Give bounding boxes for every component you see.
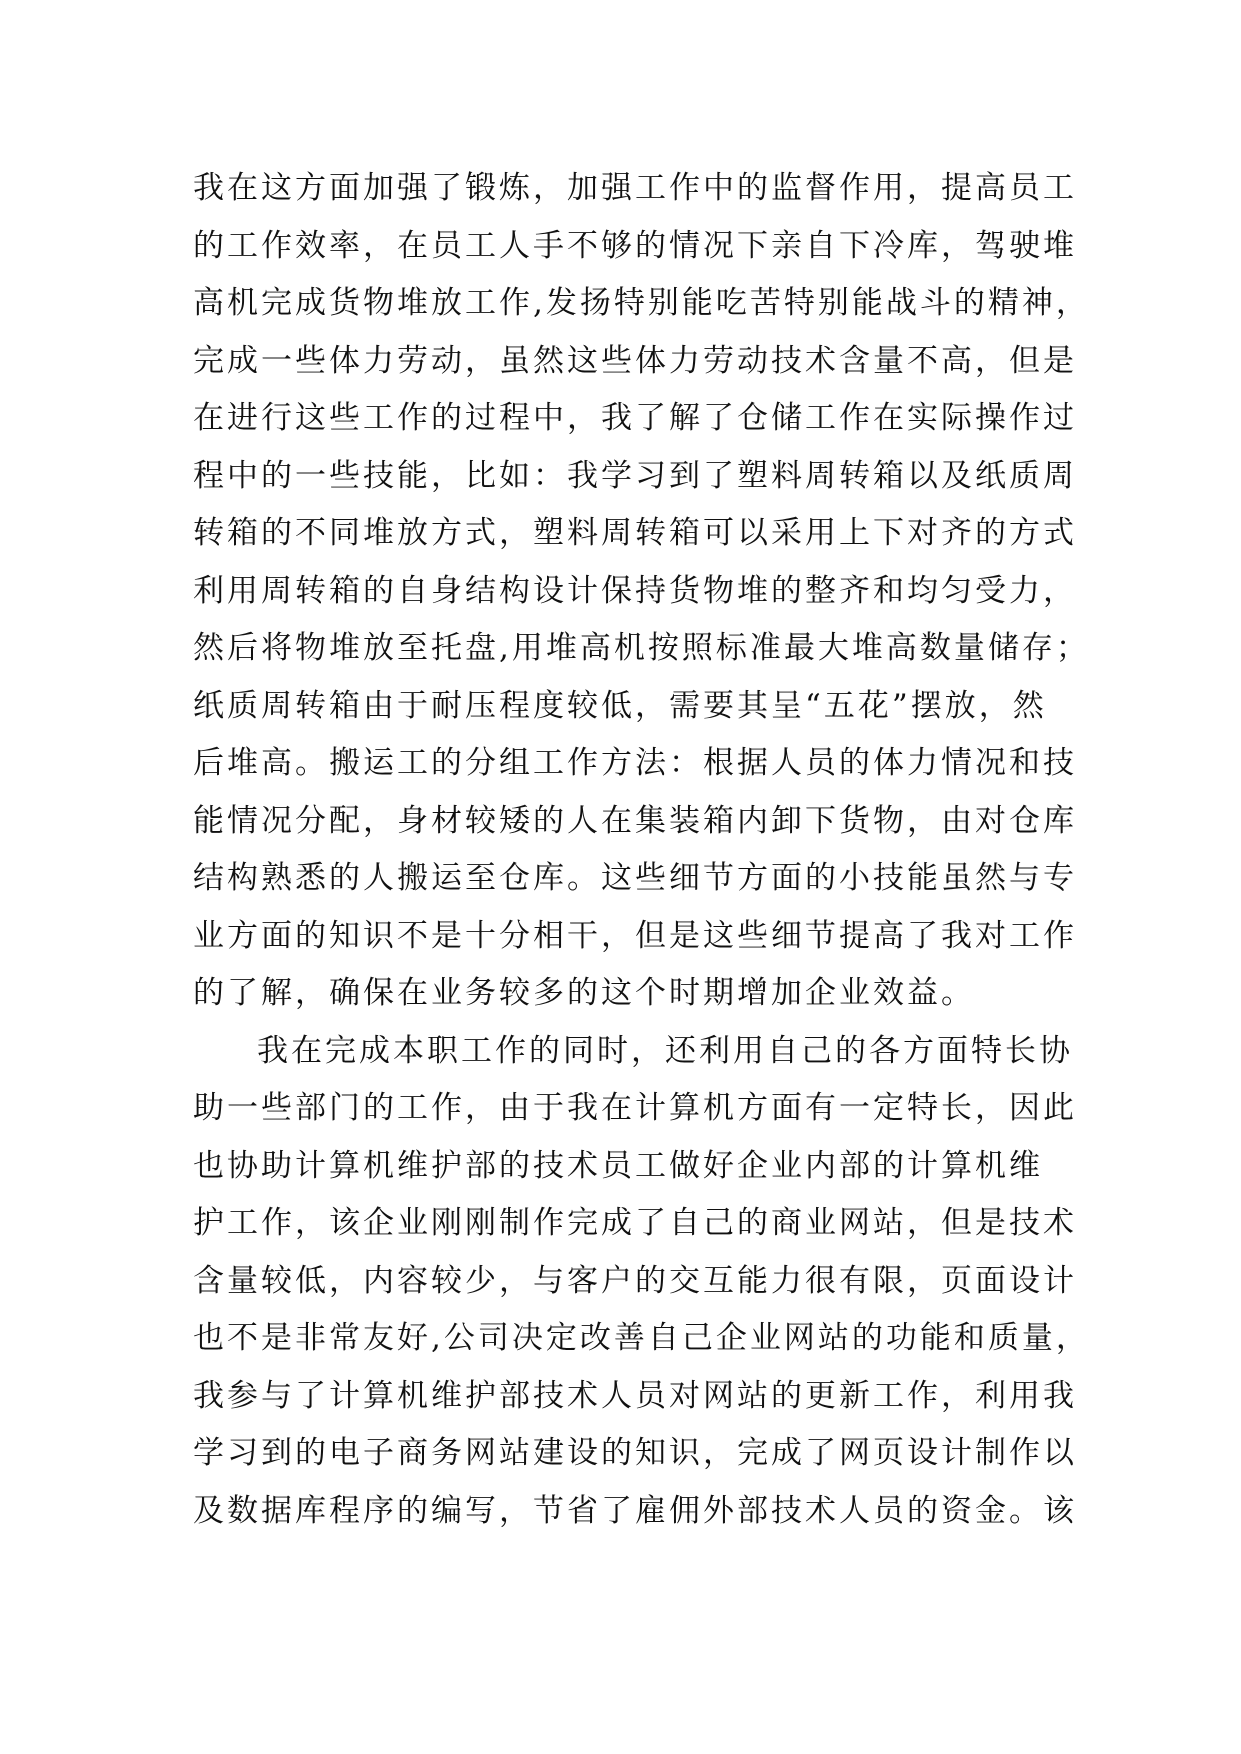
- text-line: 我在这方面加强了锻炼，加强工作中的监督作用，提高员工: [193, 170, 1077, 206]
- text-line: 护工作，该企业刚刚制作完成了自己的商业网站，但是技术: [193, 1205, 1077, 1241]
- text-line: 完成一些体力劳动，虽然这些体力劳动技术含量不高，但是: [193, 342, 1077, 379]
- text-line: 我参与了计算机维护部技术人员对网站的更新工作，利用我: [193, 1377, 1077, 1414]
- text-line: 纸质周转箱由于耐压程度较低，需要其呈“五花”摆放，然: [193, 687, 1047, 724]
- text-line: 含量较低，内容较少，与客户的交互能力很有限，页面设计: [193, 1262, 1077, 1299]
- text-line: 业方面的知识不是十分相干，但是这些细节提高了我对工作: [193, 917, 1077, 954]
- text-line: 利用周转箱的自身结构设计保持货物堆的整齐和均匀受力，: [193, 572, 1077, 609]
- text-line: 程中的一些技能，比如：我学习到了塑料周转箱以及纸质周: [193, 457, 1077, 494]
- text-line: 也不是非常友好,公司决定改善自己企业网站的功能和质量，: [193, 1320, 1090, 1356]
- text-line: 及数据库程序的编写，节省了雇佣外部技术人员的资金。该: [193, 1492, 1077, 1529]
- text-line: 结构熟悉的人搬运至仓库。这些细节方面的小技能虽然与专: [193, 860, 1077, 896]
- text-line: 后堆高。搬运工的分组工作方法：根据人员的体力情况和技: [193, 745, 1077, 781]
- text-line: 在进行这些工作的过程中，我了解了仓储工作在实际操作过: [193, 400, 1077, 436]
- body-text: [193, 160, 1093, 1540]
- text-line: 学习到的电子商务网站建设的知识，完成了网页设计制作以: [193, 1435, 1077, 1471]
- text-line: 的工作效率，在员工人手不够的情况下亲自下冷库，驾驶堆: [193, 227, 1077, 264]
- paragraph-start-line: 我在完成本职工作的同时，还利用自己的各方面特长协: [257, 1032, 1073, 1069]
- text-line: 的了解，确保在业务较多的这个时期增加企业效益。: [193, 975, 975, 1011]
- text-line: 也协助计算机维护部的技术员工做好企业内部的计算机维: [193, 1147, 1043, 1184]
- text-line: 能情况分配，身材较矮的人在集装箱内卸下货物，由对仓库: [193, 802, 1077, 839]
- text-line: 助一些部门的工作，由于我在计算机方面有一定特长，因此: [193, 1090, 1077, 1126]
- text-line: 然后将物堆放至托盘,用堆高机按照标准最大堆高数量储存；: [193, 630, 1090, 666]
- text-line: 转箱的不同堆放方式，塑料周转箱可以采用上下对齐的方式: [193, 515, 1077, 551]
- text-line: 高机完成货物堆放工作,发扬特别能吃苦特别能战斗的精神，: [193, 285, 1090, 321]
